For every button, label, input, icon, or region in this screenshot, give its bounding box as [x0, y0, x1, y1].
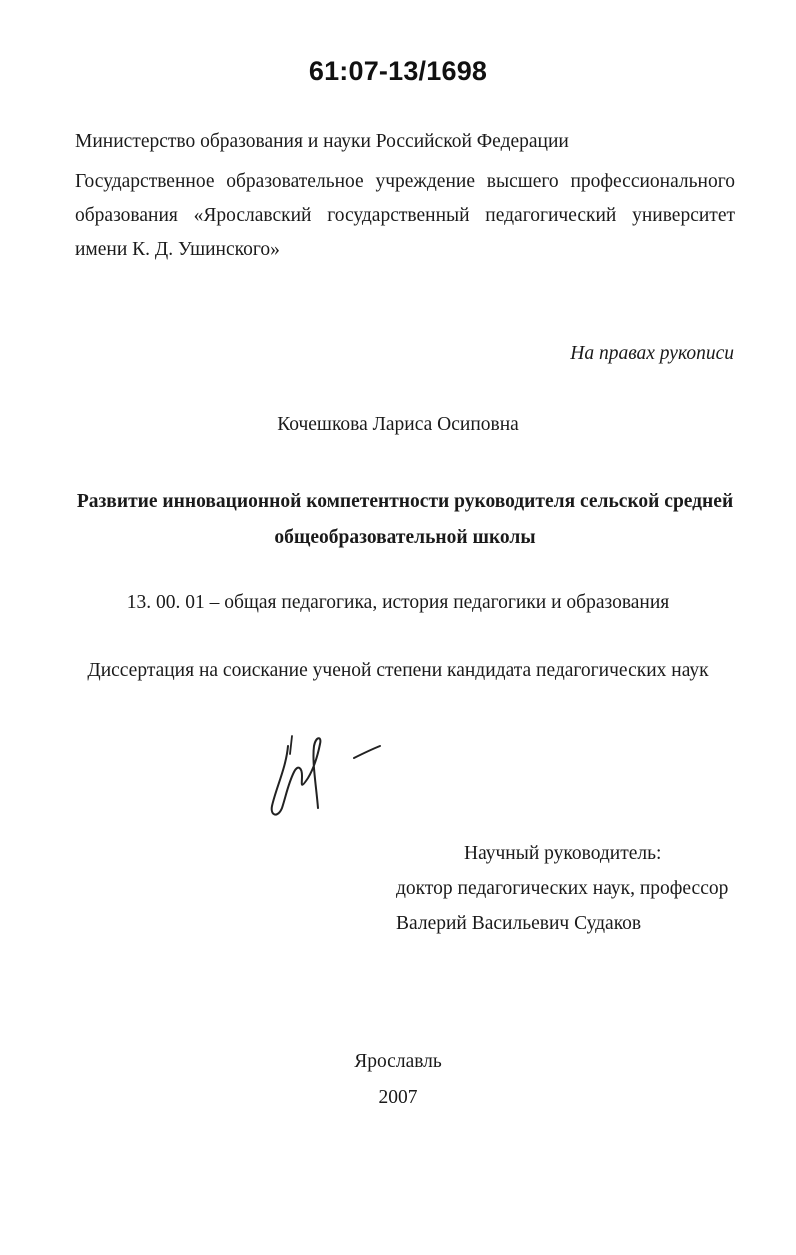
institution-name — [75, 165, 735, 267]
degree-statement: Диссертация на соискание ученой степени кандидата педагогических наук — [87, 660, 709, 681]
specialty-code: 13. 00. 01 – общая педагогика, история педагогики и образования — [126, 592, 670, 613]
supervisor-name: Валерий Васильевич Судаков — [396, 913, 642, 934]
handwritten-signature — [258, 728, 398, 828]
archive-code: 61:07-13/1698 — [308, 56, 488, 86]
year: 2007 — [378, 1087, 418, 1108]
city-name: Ярославль — [354, 1051, 442, 1072]
institution-line-1: Государственное образовательное учреждение высшего профессионального — [75, 171, 735, 192]
author-name: Кочешкова Лариса Осиповна — [277, 414, 519, 435]
institution-line-3: имени К. Д. Ушинского» — [75, 239, 280, 260]
manuscript-rights-note: На правах рукописи — [570, 343, 734, 364]
title-line-2: общеобразовательной школы — [274, 527, 536, 548]
title-line-1: Развитие инновационной компетентности руководителя сельской средней — [76, 491, 734, 512]
ministry-name: Министерство образования и науки Российской Федерации — [75, 131, 569, 152]
supervisor-degree: доктор педагогических наук, профессор — [396, 878, 729, 899]
institution-line-2: образования «Ярославский государственный педагогический университет — [75, 205, 735, 226]
place-and-year — [0, 1044, 796, 1116]
supervisor-label: Научный руководитель: — [464, 843, 662, 864]
dissertation-title — [60, 484, 750, 556]
scientific-supervisor — [396, 836, 728, 941]
